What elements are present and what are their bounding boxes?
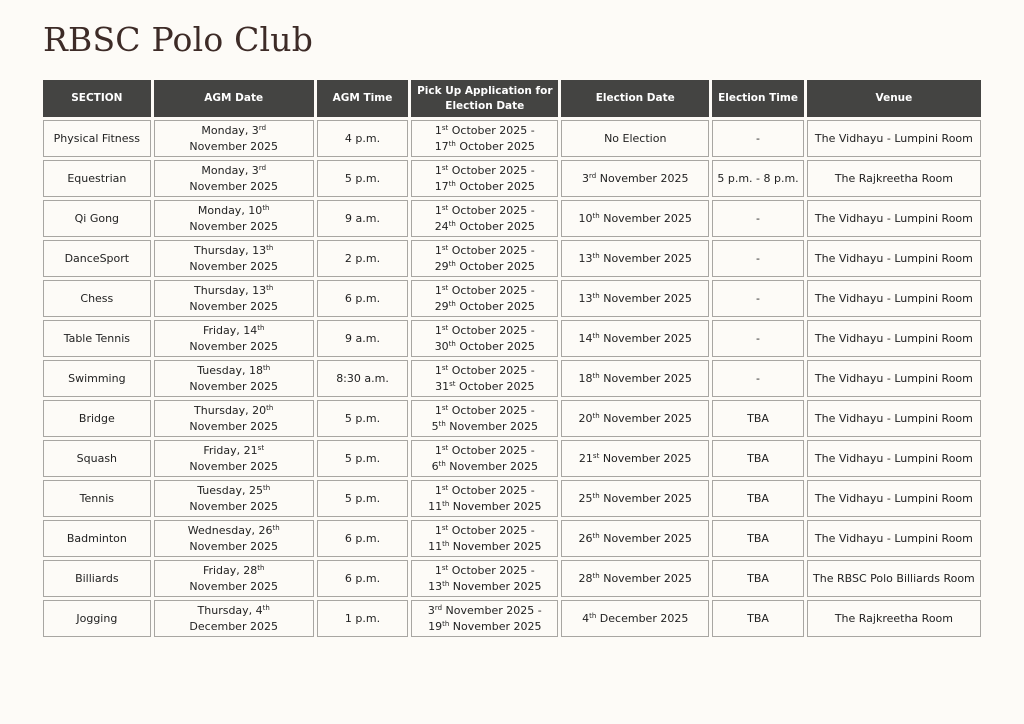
agm-date-cell: Friday, 28th November 2025 (154, 560, 314, 597)
venue-cell: The Vidhayu - Lumpini Room (807, 240, 981, 277)
election-date-cell: 10th November 2025 (561, 200, 709, 237)
section-cell: Equestrian (43, 160, 151, 197)
agm-time-cell: 6 p.m. (317, 520, 409, 557)
venue-cell: The Vidhayu - Lumpini Room (807, 280, 981, 317)
election-time-cell: - (712, 280, 804, 317)
venue-cell: The Vidhayu - Lumpini Room (807, 400, 981, 437)
header-election-time: Election Time (712, 80, 804, 117)
section-cell: Table Tennis (43, 320, 151, 357)
table-row (43, 480, 981, 517)
election-time-cell: - (712, 360, 804, 397)
header-agm-time: AGM Time (317, 80, 409, 117)
header-agm-date: AGM Date (154, 80, 314, 117)
pickup-application-cell: 1st October 2025 - 29th October 2025 (411, 280, 558, 317)
table-row (43, 400, 981, 437)
section-cell: Billiards (43, 560, 151, 597)
election-date-cell: 13th November 2025 (561, 280, 709, 317)
agm-date-cell: Wednesday, 26th November 2025 (154, 520, 314, 557)
agm-date-cell: Monday, 10th November 2025 (154, 200, 314, 237)
section-cell: Swimming (43, 360, 151, 397)
section-cell: Chess (43, 280, 151, 317)
venue-cell: The Vidhayu - Lumpini Room (807, 120, 981, 157)
section-cell: Qi Gong (43, 200, 151, 237)
pickup-application-cell: 1st October 2025 - 5th November 2025 (411, 400, 558, 437)
section-cell: Badminton (43, 520, 151, 557)
agm-time-cell: 2 p.m. (317, 240, 409, 277)
election-time-cell: - (712, 240, 804, 277)
agm-date-cell: Monday, 3rd November 2025 (154, 160, 314, 197)
election-time-cell: - (712, 200, 804, 237)
agm-time-cell: 5 p.m. (317, 480, 409, 517)
election-time-cell: - (712, 320, 804, 357)
pickup-application-cell: 3rd November 2025 - 19th November 2025 (411, 600, 558, 637)
venue-cell: The Vidhayu - Lumpini Room (807, 200, 981, 237)
table-row (43, 120, 981, 157)
table-row (43, 280, 981, 317)
venue-cell: The Vidhayu - Lumpini Room (807, 360, 981, 397)
election-date-cell: 21st November 2025 (561, 440, 709, 477)
election-date-cell: No Election (561, 120, 709, 157)
election-time-cell: - (712, 120, 804, 157)
election-date-cell: 3rd November 2025 (561, 160, 709, 197)
pickup-application-cell: 1st October 2025 - 29th October 2025 (411, 240, 558, 277)
header-section: SECTION (43, 80, 151, 117)
header-election-date: Election Date (561, 80, 709, 117)
election-time-cell: TBA (712, 400, 804, 437)
election-date-cell: 26th November 2025 (561, 520, 709, 557)
agm-date-cell: Friday, 21st November 2025 (154, 440, 314, 477)
pickup-application-cell: 1st October 2025 - 13th November 2025 (411, 560, 558, 597)
table-row (43, 600, 981, 637)
election-date-cell: 28th November 2025 (561, 560, 709, 597)
election-date-cell: 25th November 2025 (561, 480, 709, 517)
election-time-cell: TBA (712, 520, 804, 557)
venue-cell: The Vidhayu - Lumpini Room (807, 440, 981, 477)
election-date-cell: 14th November 2025 (561, 320, 709, 357)
agm-time-cell: 1 p.m. (317, 600, 409, 637)
venue-cell: The Rajkreetha Room (807, 160, 981, 197)
table-row (43, 240, 981, 277)
table-row (43, 520, 981, 557)
header-pickup-application: Pick Up Application for Election Date (411, 80, 558, 117)
header-venue: Venue (807, 80, 981, 117)
table-header-row (43, 80, 981, 117)
agm-time-cell: 9 a.m. (317, 200, 409, 237)
agm-date-cell: Thursday, 20th November 2025 (154, 400, 314, 437)
election-time-cell: TBA (712, 480, 804, 517)
agm-date-cell: Thursday, 13th November 2025 (154, 280, 314, 317)
venue-cell: The Vidhayu - Lumpini Room (807, 480, 981, 517)
section-cell: Tennis (43, 480, 151, 517)
election-date-cell: 18th November 2025 (561, 360, 709, 397)
election-time-cell: 5 p.m. - 8 p.m. (712, 160, 804, 197)
agm-time-cell: 5 p.m. (317, 160, 409, 197)
pickup-application-cell: 1st October 2025 - 11th November 2025 (411, 520, 558, 557)
pickup-application-cell: 1st October 2025 - 24th October 2025 (411, 200, 558, 237)
election-date-cell: 4th December 2025 (561, 600, 709, 637)
venue-cell: The Vidhayu - Lumpini Room (807, 320, 981, 357)
agm-date-cell: Monday, 3rd November 2025 (154, 120, 314, 157)
table-row (43, 360, 981, 397)
election-date-cell: 20th November 2025 (561, 400, 709, 437)
section-cell: DanceSport (43, 240, 151, 277)
election-date-cell: 13th November 2025 (561, 240, 709, 277)
pickup-application-cell: 1st October 2025 - 11th November 2025 (411, 480, 558, 517)
agm-date-cell: Thursday, 13th November 2025 (154, 240, 314, 277)
section-cell: Jogging (43, 600, 151, 637)
agm-date-cell: Tuesday, 18th November 2025 (154, 360, 314, 397)
agm-time-cell: 9 a.m. (317, 320, 409, 357)
venue-cell: The Vidhayu - Lumpini Room (807, 520, 981, 557)
agm-time-cell: 5 p.m. (317, 400, 409, 437)
table-row (43, 160, 981, 197)
agm-time-cell: 4 p.m. (317, 120, 409, 157)
table-row (43, 320, 981, 357)
pickup-application-cell: 1st October 2025 - 17th October 2025 (411, 120, 558, 157)
election-time-cell: TBA (712, 560, 804, 597)
election-time-cell: TBA (712, 600, 804, 637)
venue-cell: The Rajkreetha Room (807, 600, 981, 637)
agm-time-cell: 8:30 a.m. (317, 360, 409, 397)
agm-schedule-table (40, 77, 984, 640)
agm-time-cell: 6 p.m. (317, 560, 409, 597)
agm-time-cell: 5 p.m. (317, 440, 409, 477)
table-row (43, 440, 981, 477)
pickup-application-cell: 1st October 2025 - 6th November 2025 (411, 440, 558, 477)
section-cell: Physical Fitness (43, 120, 151, 157)
page-title: RBSC Polo Club (43, 20, 314, 59)
table-row (43, 560, 981, 597)
pickup-application-cell: 1st October 2025 - 17th October 2025 (411, 160, 558, 197)
table-row (43, 200, 981, 237)
pickup-application-cell: 1st October 2025 - 31st October 2025 (411, 360, 558, 397)
agm-date-cell: Tuesday, 25th November 2025 (154, 480, 314, 517)
pickup-application-cell: 1st October 2025 - 30th October 2025 (411, 320, 558, 357)
venue-cell: The RBSC Polo Billiards Room (807, 560, 981, 597)
section-cell: Squash (43, 440, 151, 477)
election-time-cell: TBA (712, 440, 804, 477)
agm-date-cell: Thursday, 4th December 2025 (154, 600, 314, 637)
section-cell: Bridge (43, 400, 151, 437)
agm-time-cell: 6 p.m. (317, 280, 409, 317)
agm-date-cell: Friday, 14th November 2025 (154, 320, 314, 357)
